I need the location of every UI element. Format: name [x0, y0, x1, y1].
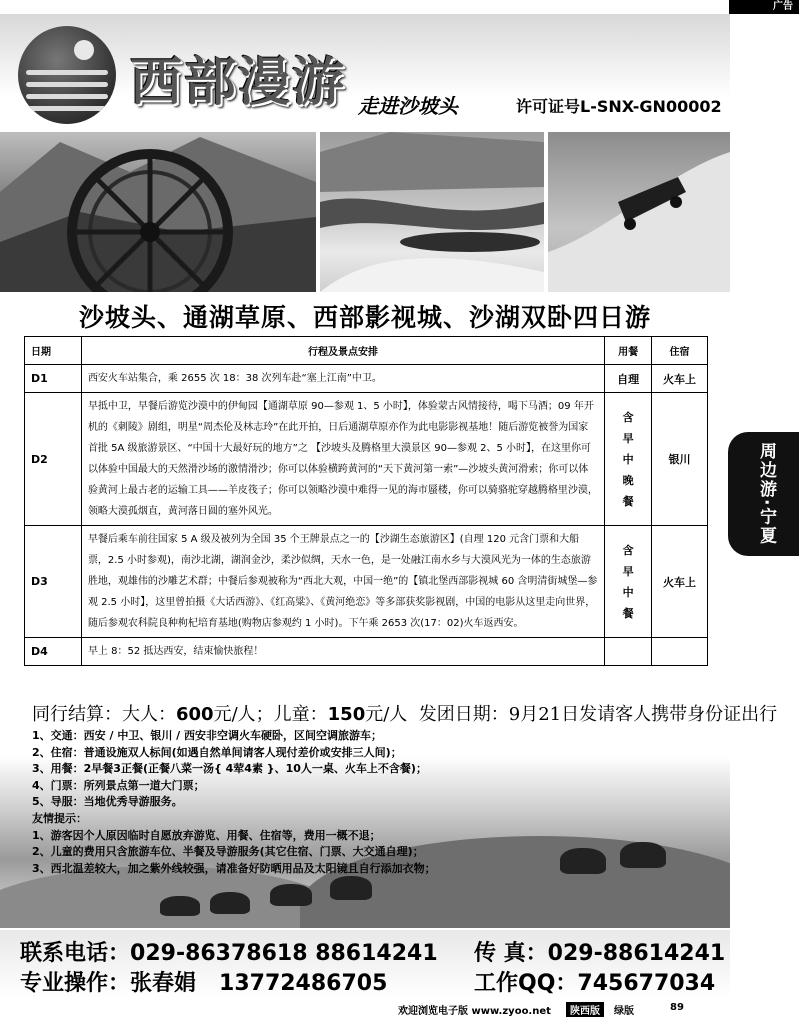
- note-item: 4、门票：所列景点第一道大门票；: [32, 778, 205, 792]
- row-meal: [605, 526, 652, 638]
- table-row: [25, 526, 708, 638]
- row-plan: 早上 8：52 抵达西安，结束愉快旅程！: [81, 638, 604, 666]
- header-banner: [0, 14, 730, 132]
- note-item: 5、导服：当地优秀导游服务。: [32, 795, 183, 809]
- note-item: 2、住宿：普通设施双人标间(如遇自然单间请客人现付差价或安排三人间)；: [32, 745, 402, 759]
- price-line: [32, 700, 777, 726]
- price-adult: 600: [176, 704, 214, 725]
- photo-yellow-river: [320, 132, 544, 292]
- contact-panel: [0, 930, 730, 998]
- photo-strip: [0, 132, 730, 294]
- note-item: 2、儿童的费用只含旅游车位、半餐及导游服务(其它住宿、门票、大交通自理)；: [32, 845, 424, 859]
- price-label: 同行结算：大人：: [32, 704, 176, 725]
- note-item: 1、游客因个人原因临时自愿放弃游览、用餐、住宿等，费用一概不退；: [32, 828, 381, 842]
- row-stay: 银川: [652, 393, 708, 526]
- row-meal: [605, 393, 652, 526]
- table-row: [25, 638, 708, 666]
- price-child: 150: [327, 704, 366, 725]
- row-plan: 早抵中卫，早餐后游览沙漠中的伊甸园【通湖草原 90—参观 1、5 小时】，体验蒙古风情接待，喝下马酒；09 年开机的《刺陵》剧组，明星“周杰伦及林志玲”在此开拍，日后通湖草原亦作为此电影影视基地！随后游览被誉为国家首批 5A 级旅游景区、“中国十大最好玩的地方”之 【沙坡头及腾格里大漠景区 90—参观 2、5 小时】，在这里你可以体验中国最大的天然滑沙场的激情滑沙；你可以体验横跨黄河的“天下黄河第一索”—沙坡头黄河滑索；你可以体验黄河上最古老的运输工具——羊皮筏子；你可以领略沙漠中难得一见的海市蜃楼，你可以骑骆驼穿越腾格里沙漠，领略大漠孤烟直，黄河落日圆的塞外风光。: [81, 393, 604, 526]
- header-plan: 行程及景点安排: [81, 337, 604, 365]
- price-unit-child: 元/人: [365, 704, 408, 725]
- company-logo: [18, 26, 116, 124]
- row-meal-value: 含早中晚餐: [622, 410, 634, 508]
- header-meal: 用餐: [605, 337, 652, 365]
- camel-icon: [160, 896, 200, 916]
- side-tab-region: 周边游·宁夏: [728, 432, 799, 556]
- trip-title: 沙坡头、通湖草原、西部影视城、沙湖双卧四日游: [78, 303, 651, 332]
- logo-wave-icon: [26, 106, 108, 111]
- operator-name: 张春娟: [130, 971, 197, 996]
- footer-text: 欢迎浏览电子版 www.zyoo.net: [398, 1006, 551, 1017]
- slogan: 走进沙坡头: [358, 94, 458, 118]
- row-plan: 西安火车站集合，乘 2655 次 18：38 次列车赴“塞上江南”中卫。: [81, 365, 604, 393]
- row-day: D1: [25, 365, 82, 393]
- fax-line: [474, 936, 725, 967]
- phone-label: 联系电话：: [20, 941, 131, 966]
- logo-wave-icon: [26, 70, 108, 75]
- header-stay: 住宿: [652, 337, 708, 365]
- note-item: 3、用餐：2早餐3正餐(正餐八菜一汤{ 4荤4素 }、10人一桌、火车上不含餐)；: [32, 762, 427, 776]
- fax-label: 传 真：: [474, 941, 548, 966]
- footer: [0, 1000, 799, 1017]
- photo-desert-vehicle: [548, 132, 730, 292]
- page-number: 89: [670, 1002, 684, 1013]
- camel-icon: [270, 884, 312, 906]
- itinerary-table: [24, 336, 708, 666]
- photo-waterwheel: [0, 132, 316, 292]
- note-item: 1、交通：西安 / 中卫、银川 / 西安非空调火车硬卧，区间空调旅游车；: [32, 729, 383, 742]
- mobile-number: 13772486705: [219, 971, 388, 996]
- operator-label: 专业操作：: [20, 971, 131, 996]
- row-day: D4: [25, 638, 82, 666]
- camel-icon: [330, 876, 372, 900]
- note-item: 3、西北温差较大，加之紫外线较强，请准备好防晒用品及太阳镜且自行添加衣物；: [32, 861, 436, 875]
- table-row: [25, 393, 708, 526]
- qq-label: 工作QQ：: [474, 971, 578, 996]
- logo-wave-icon: [26, 82, 108, 87]
- notes-tips-heading: 友情提示：: [32, 811, 87, 825]
- row-day: D3: [25, 526, 82, 638]
- price-unit-adult: 元/人；儿童：: [213, 704, 328, 725]
- operator-line: [20, 966, 387, 997]
- phone-line: [20, 936, 438, 967]
- row-stay: 火车上: [652, 526, 708, 638]
- qq-line: [474, 966, 715, 997]
- table-header-row: [25, 337, 708, 365]
- row-meal: [605, 638, 652, 666]
- ad-label: 广告: [729, 0, 799, 14]
- qq-number: 745677034: [577, 971, 716, 996]
- table-row: [25, 365, 708, 393]
- departure-note: 发团日期：9月21日发请客人携带身份证出行: [418, 704, 778, 725]
- row-meal: 自理: [605, 365, 652, 393]
- row-meal-value: 含早中餐: [622, 543, 634, 620]
- row-stay: 火车上: [652, 365, 708, 393]
- brand-title: 西部漫游: [130, 52, 347, 113]
- logo-wave-icon: [26, 94, 108, 99]
- logo-sun-icon: [74, 40, 94, 60]
- license-number: 许可证号L-SNX-GN00002: [516, 97, 722, 116]
- footer-badge: 陕西版: [566, 1002, 604, 1017]
- row-plan: 早餐后乘车前往国家 5 A 级及被列为全国 35 个王牌景点之一的【沙湖生态旅游区】(自理 120 元含门票和大船票，2.5 小时参观)，南沙北湖，湖润金沙，柔沙似绸，天水一色，是一处融江南水乡与大漠风光为一体的生态旅游胜地，观雄伟的沙雕艺术群；中餐后参观被称为“西北大观，中国一绝”的【镇北堡西部影视城 60 含明清街城堡—参观 2.5 小时】，这里曾拍摄《大话西游》、《红高粱》、《黄河绝恋》等多部获奖影视剧，中国的电影从这里走向世界，随后参观农科院良种枸杞培育基地(购物店参观约 1 小时)。下午乘 2653 次(17：02)火车返西安。: [81, 526, 604, 638]
- notes-list: [32, 728, 652, 877]
- camel-icon: [210, 892, 250, 914]
- row-stay: [652, 638, 708, 666]
- header-day: 日期: [25, 337, 82, 365]
- row-day: D2: [25, 393, 82, 526]
- footer-edition: 绿版: [614, 1006, 634, 1017]
- fax-number: 029-88614241: [547, 941, 726, 966]
- phone-number: 029-86378618 88614241: [130, 941, 438, 966]
